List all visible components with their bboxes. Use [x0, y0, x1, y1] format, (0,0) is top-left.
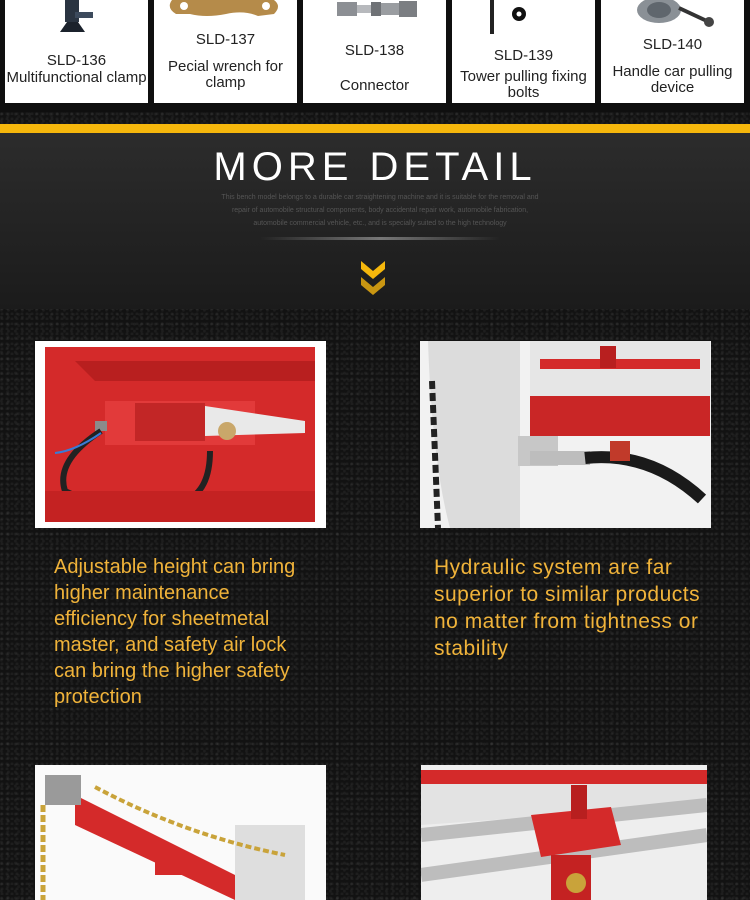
feature-caption-2: Hydraulic system are far superior to similar products no matter from tightness or stability [434, 556, 701, 660]
accessory-products-strip [0, 0, 750, 112]
winch-icon [601, 0, 744, 34]
product-code: SLD-137 [195, 31, 256, 48]
hydraulic-tower-photo [420, 341, 711, 528]
bench-clamp-photo [421, 765, 707, 900]
double-chevron-down-icon [358, 257, 388, 301]
product-card-sld-136[interactable] [5, 0, 148, 103]
product-code: SLD-136 [46, 52, 107, 69]
feature-caption-1: Adjustable height can bring higher maintenance efficiency for sheetmetal master, and safety air lock can bring the higher safety protection [54, 556, 296, 708]
air-lock-photo [35, 341, 326, 528]
heading-underline [260, 237, 500, 240]
product-name: Connector [339, 77, 410, 94]
chain-tower-photo [35, 765, 326, 900]
product-card-sld-138[interactable] [303, 0, 446, 103]
bolt-icon [452, 0, 595, 34]
product-card-sld-139[interactable] [452, 0, 595, 103]
more-detail-banner [0, 133, 750, 309]
product-card-sld-137[interactable] [154, 0, 297, 103]
section-subtext: This bench model belongs to a durable car straightening machine and it is suitable for the removal and repair of automobile structural components, body accidental repair work, automobile fabrication, automobile commercial vehicle, etc., and is specially suited to the high technology [221, 194, 539, 227]
product-card-sld-140[interactable] [601, 0, 744, 103]
product-name: Tower pulling fixing bolts [460, 68, 587, 101]
product-code: SLD-139 [493, 47, 554, 64]
wrench-icon [154, 0, 297, 34]
product-code: SLD-140 [642, 36, 703, 53]
section-heading: MORE DETAIL [213, 145, 537, 189]
product-name: Multifunctional clamp [6, 69, 147, 86]
product-name: Pecial wrench for clamp [167, 58, 284, 91]
product-code: SLD-138 [344, 42, 405, 59]
accent-divider [0, 124, 750, 133]
connector-icon [303, 0, 446, 34]
clamp-icon [5, 0, 148, 34]
product-name: Handle car pulling device [612, 63, 733, 96]
